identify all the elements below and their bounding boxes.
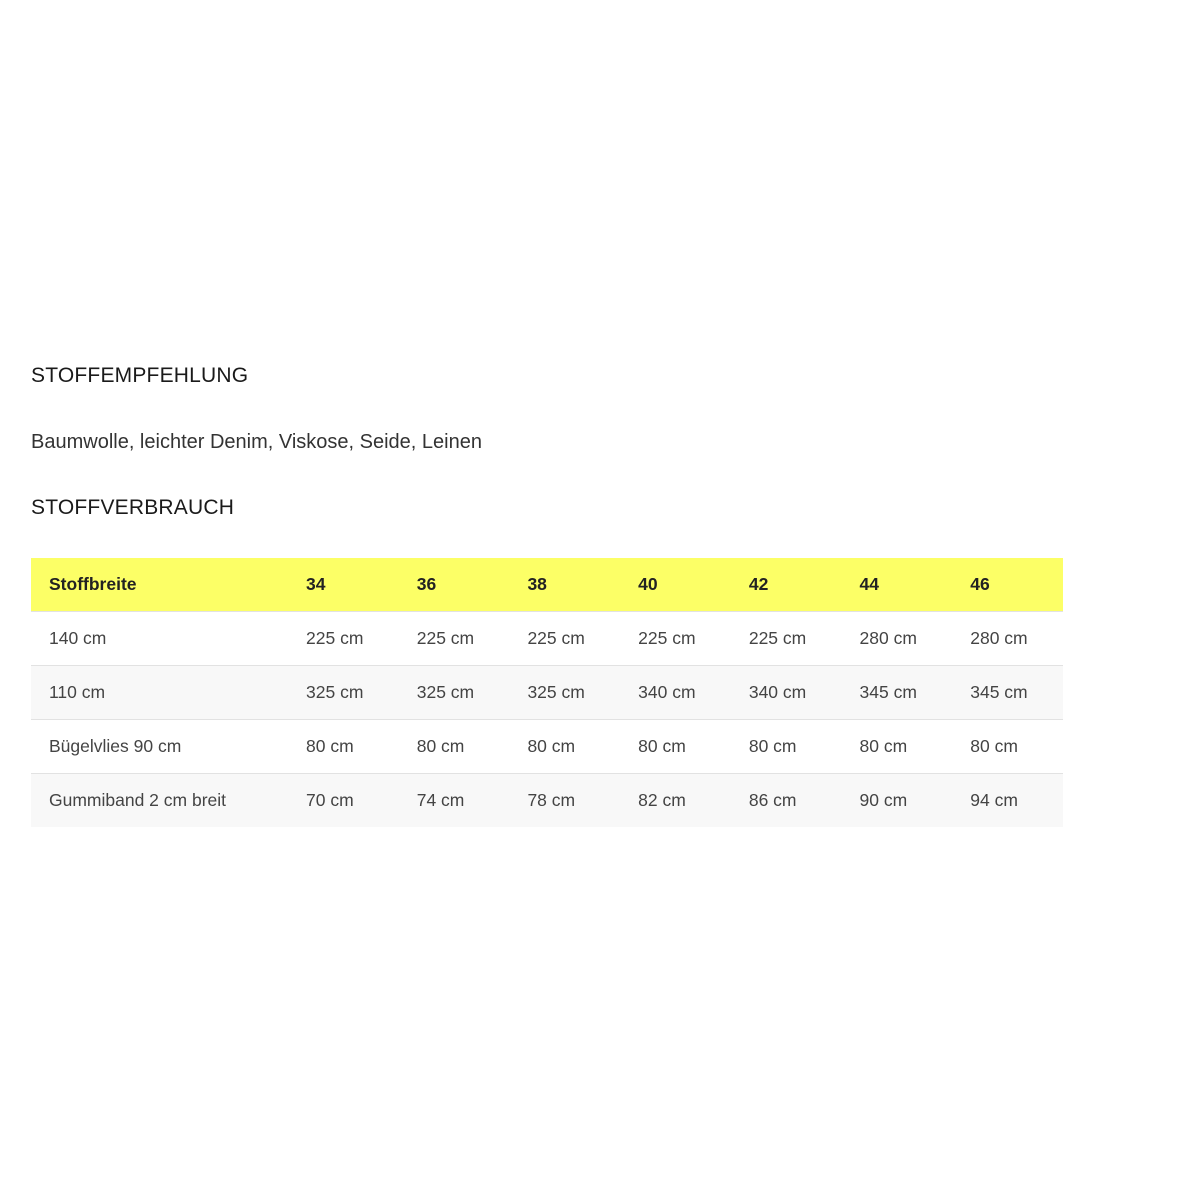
table-cell: 225 cm xyxy=(748,628,807,648)
table-cell: 325 cm xyxy=(416,682,475,702)
table-cell: 340 cm xyxy=(638,682,696,702)
fabric-recommendation-heading: STOFFEMPFEHLUNG xyxy=(31,364,249,387)
table-cell: 225 cm xyxy=(416,628,475,648)
table-row xyxy=(31,612,1063,666)
header-cell-size: 34 xyxy=(306,574,326,594)
table-row xyxy=(31,774,1063,828)
table-row xyxy=(31,666,1063,720)
row-label-cell: 110 cm xyxy=(49,682,106,702)
table-cell: 80 cm xyxy=(748,736,797,756)
table-cell: 80 cm xyxy=(970,736,1018,756)
table-cell: 345 cm xyxy=(970,682,1028,702)
row-label-cell: Gummiband 2 cm breit xyxy=(49,790,227,810)
header-cell-size: 44 xyxy=(859,574,880,594)
table-cell: 80 cm xyxy=(638,736,686,756)
table-cell: 280 cm xyxy=(970,628,1028,648)
table-cell: 345 cm xyxy=(859,682,917,702)
header-cell-size: 46 xyxy=(970,574,990,594)
table-cell: 80 cm xyxy=(527,736,576,756)
table-cell: 80 cm xyxy=(416,736,465,756)
table-cell: 325 cm xyxy=(527,682,585,702)
table-cell: 80 cm xyxy=(306,736,354,756)
table-cell: 78 cm xyxy=(527,790,576,810)
product-details xyxy=(31,360,1063,827)
table-cell: 90 cm xyxy=(859,790,908,810)
table-cell: 86 cm xyxy=(748,790,797,810)
table-cell: 225 cm xyxy=(306,628,364,648)
header-cell-size: 42 xyxy=(748,574,769,594)
table-cell: 225 cm xyxy=(638,628,696,648)
table-cell: 325 cm xyxy=(306,682,364,702)
header-cell-fabric-width: Stoffbreite xyxy=(49,574,137,594)
fabric-recommendation-text: Baumwolle, leichter Denim, Viskose, Seide, Leinen xyxy=(31,431,482,453)
table-cell: 74 cm xyxy=(416,790,465,810)
row-label-cell: Bügelvlies 90 cm xyxy=(49,736,182,756)
header-cell-size: 38 xyxy=(527,574,547,594)
fabric-consumption-table xyxy=(31,558,1063,827)
table-cell: 80 cm xyxy=(859,736,908,756)
table-cell: 70 cm xyxy=(306,790,354,810)
table-row xyxy=(31,720,1063,774)
table-cell: 82 cm xyxy=(638,790,686,810)
table-cell: 340 cm xyxy=(748,682,807,702)
table-cell: 225 cm xyxy=(527,628,585,648)
table-cell: 94 cm xyxy=(970,790,1018,810)
header-cell-size: 36 xyxy=(416,574,437,594)
fabric-consumption-heading: STOFFVERBRAUCH xyxy=(31,496,235,519)
table-cell: 280 cm xyxy=(859,628,917,648)
table-header-row xyxy=(31,558,1063,612)
row-label-cell: 140 cm xyxy=(49,628,107,648)
header-cell-size: 40 xyxy=(638,574,658,594)
